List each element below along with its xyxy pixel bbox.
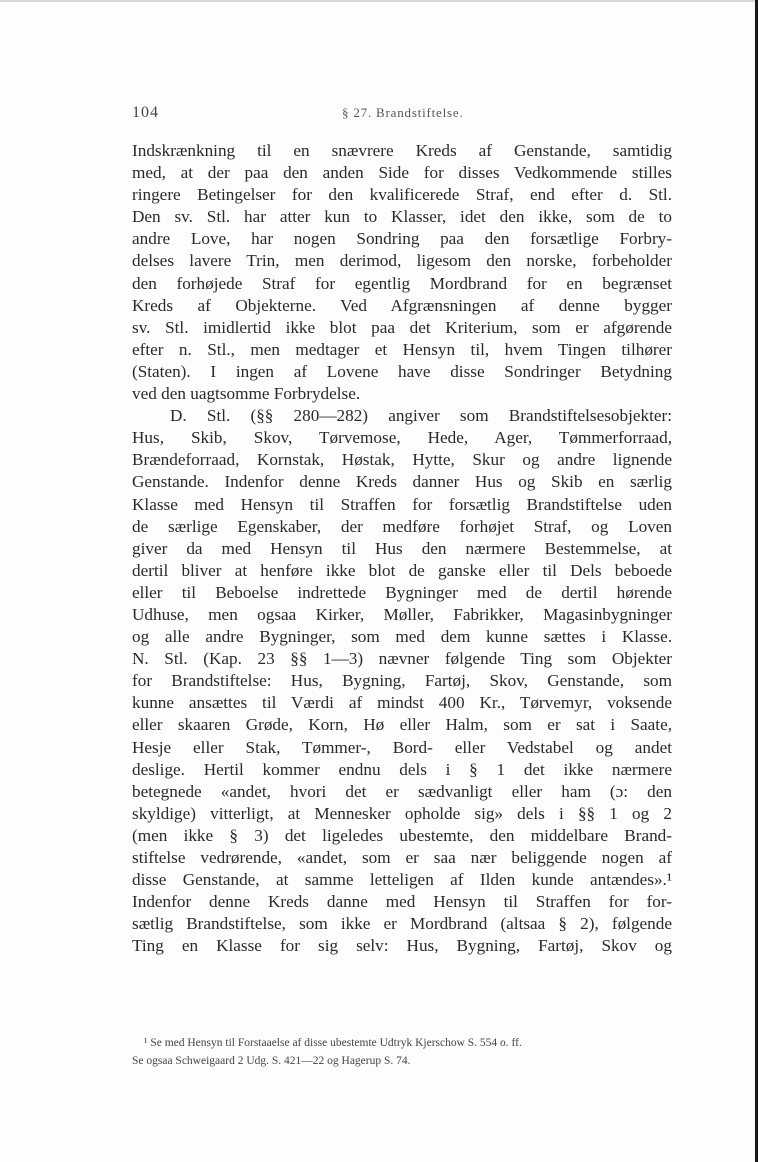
text-line: (Staten). I ingen af Lovene have disse Sondringer Betydning <box>132 361 672 381</box>
text-line: sætlig Brandstiftelse, som ikke er Mordbrand (altsaa § 2), følgende <box>132 914 672 934</box>
page-header <box>132 104 672 126</box>
text-line: Indskrænkning til en snævrere Kreds af Genstande, samtidig <box>132 141 672 160</box>
text-line: Udhuse, men ogsaa Kirker, Møller, Fabrikker, Magasinbygninger <box>132 604 672 624</box>
body-text <box>132 140 672 957</box>
text-line: Klasse med Hensyn til Straffen for forsætlig Brandstiftelse uden <box>132 494 672 514</box>
text-line: skyldige) vitterligt, at Mennesker opholde sig» dels i §§ 1 og 2 <box>132 803 672 823</box>
text-line: N. Stl. (Kap. 23 §§ 1—3) nævner følgende Ting som Objekter <box>132 649 672 669</box>
text-line: med, at der paa den anden Side for disses Vedkommende stilles <box>132 163 672 183</box>
text-line: eller til Beboelse indrettede Bygninger med de dertil hørende <box>132 582 672 602</box>
text-line: de særlige Egenskaber, der medføre forhøjet Straf, og Loven <box>132 516 672 536</box>
text-line: betegnede «andet, hvori det er sædvanligt eller ham (ɔ: den <box>132 781 672 801</box>
text-line: dertil bliver at henføre ikke blot de ganske eller til Dels beboede <box>132 560 672 580</box>
text-line: kunne ansættes til Værdi af mindst 400 Kr., Tørvemyr, voksende <box>132 693 672 713</box>
text-line: giver da med Hensyn til Hus den nærmere Bestemmelse, at <box>132 538 672 558</box>
text-line: ringere Betingelser for den kvalificerede Straf, end efter d. Stl. <box>132 185 672 205</box>
text-line: stiftelse vedrørende, «andet, som er saa nær beliggende nogen af <box>132 848 672 867</box>
text-line: delses lavere Trin, men derimod, ligesom den norske, forbeholder <box>132 251 672 271</box>
footnote-line: Se ogsaa Schweigaard 2 Udg. S. 421—22 og Hagerup S. 74. <box>132 1055 411 1067</box>
text-line: Hesje eller Stak, Tømmer-, Bord- eller Vedstabel og andet <box>132 737 672 757</box>
text-line: eller skaaren Grøde, Korn, Hø eller Halm, som er sat i Saate, <box>132 715 672 735</box>
footnotes <box>132 1034 672 1070</box>
footnote-line: ¹ Se med Hensyn til Forstaaelse af disse ubestemte Udtryk Kjerschow S. 554 o. ff. <box>144 1037 522 1049</box>
text-line: for Brandstiftelse: Hus, Bygning, Fartøj, Skov, Genstande, som <box>132 671 672 691</box>
text-line: sv. Stl. imidlertid ikke blot paa det Kriterium, som er afgørende <box>132 317 672 337</box>
text-line: og alle andre Bygninger, som med dem kunne sættes i Klasse. <box>132 627 672 647</box>
text-line: Ting en Klasse for sig selv: Hus, Bygning, Fartøj, Skov og <box>132 936 672 956</box>
running-head: § 27. Brandstiftelse. <box>342 105 464 120</box>
text-line: andre Love, har nogen Sondring paa den forsætlige Forbry- <box>132 229 672 249</box>
text-line: D. Stl. (§§ 280—282) angiver som Brandstiftelsesobjekter: <box>170 406 672 426</box>
text-line: den forhøjede Straf for egentlig Mordbrand for en begrænset <box>132 273 672 293</box>
text-line: ved den uagtsomme Forbrydelse. <box>132 384 361 404</box>
page-number: 104 <box>132 104 159 121</box>
text-line: Brændeforraad, Kornstak, Høstak, Hytte, Skur og andre lignende <box>132 450 672 470</box>
text-line: Kreds af Objekterne. Ved Afgrænsningen af denne bygger <box>132 295 672 315</box>
text-line: Hus, Skib, Skov, Tørvemose, Hede, Ager, Tømmerforraad, <box>132 428 672 448</box>
text-line: disse Genstande, at samme letteligen af Ilden kunde antændes».¹ <box>132 870 672 890</box>
text-line: Indenfor denne Kreds danne med Hensyn til Straffen for for- <box>132 892 672 912</box>
text-line: deslige. Hertil kommer endnu dels i § 1 det ikke nærmere <box>132 759 672 779</box>
text-line: efter n. Stl., men medtager et Hensyn til, hvem Tingen tilhører <box>132 339 672 359</box>
text-line: Genstande. Indenfor denne Kreds danner Hus og Skib en særlig <box>132 472 672 492</box>
text-line: Den sv. Stl. har atter kun to Klasser, idet den ikke, som de to <box>132 207 672 227</box>
text-line: (men ikke § 3) det ligeledes ubestemte, den middelbare Brand- <box>132 825 672 845</box>
scan-edge-top <box>0 0 758 2</box>
